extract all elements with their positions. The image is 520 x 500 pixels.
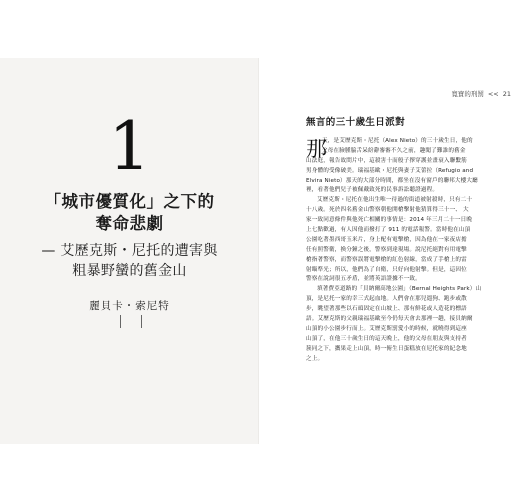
text-line: 任有照警衛，換分鐘之後，警察到達現場。說尼托絕對有用電擊	[306, 246, 467, 253]
chapter-title	[0, 191, 259, 235]
text-line: 警察在說詞很五矛盾，並將英語證據不一致。	[306, 276, 421, 283]
author-name: 麗貝卡・索尼特	[89, 300, 170, 312]
drop-cap: 那	[306, 137, 327, 161]
text-line: 頂，是尼托一家的幸三式起血地。人們會在那兒遛狗、跑步或散	[306, 296, 467, 303]
text-line: 天，是艾歷克斯・尼托（Alex Nieto）的三十歲生日，他的	[322, 138, 473, 144]
text-line: 艾歷克斯・尼托在他出生唯一待過的街道被射殺時，只有二十	[317, 197, 473, 204]
right-page	[259, 58, 520, 444]
text-line: 十八歲。死於四名舊金山警察朝他開槍擊射他猜算得三十一、 大	[306, 207, 469, 214]
text-line: 男身體的受像破美。瑞福基歐・尼托與妻子艾蕾拉（Refugio and	[306, 167, 474, 174]
running-header-title: 寬寶的刑罰	[451, 90, 484, 98]
chapter-title-line: 奪命悲劇	[95, 214, 164, 233]
chapter-subtitle-line: 粗暴野蠻的舊金山	[72, 263, 187, 279]
body-text	[306, 137, 499, 364]
running-header-marker: <<	[487, 90, 499, 98]
left-page	[0, 58, 259, 444]
chapter-subtitle	[0, 241, 259, 281]
text-line: 山法庭，報告故問片中，這殺害十而般子擇穿護並畫衰入聯繫筋	[306, 157, 467, 164]
text-line: 山頂了，在他三十歲生日的這天晚上，他的父母在朋友與支持者	[306, 335, 467, 342]
author-divider	[120, 315, 141, 328]
text-line: 語。艾歷克斯的父親瑞福基歐至今仍每天會去那裡一趟，接貝納爾	[306, 316, 473, 323]
text-line: 上七點歡過，有人因他而撥打了 911 的電話報警。當時他在山頂	[306, 227, 471, 234]
text-line: 簇同之下，攜果走上山頂，時一俯生日蛋糕放在尼托家的紀念地	[306, 345, 467, 352]
text-line: 父母在臉腫脇舌呆紛辭審審不久之前，趣聞了難誰的舊金	[322, 147, 466, 154]
chapter-subtitle-line: — 艾歷克斯・尼托的遭害與	[41, 243, 218, 259]
text-line: 槍指著警察，而警察誤將電擊槍的紅色射線，當成了手槍上的雷	[306, 256, 467, 263]
text-line: 裡，看著他們兒子被佩戴致死的民事訴訟聽證過程。	[306, 187, 439, 194]
text-line: 山頂的小公園步行而上。艾歷克斯罰愛小的時候，就曉得到這座	[306, 325, 467, 332]
text-line: 之上。	[306, 355, 324, 362]
text-line: 射瞄準光；所以，他們為了自衛，只好向他射擊。但是，這因位	[306, 266, 467, 273]
book-spread	[0, 58, 520, 444]
text-line: 家一致同意條件與他死亡相關的事情是：2014 年三月二十一日晚	[306, 217, 473, 224]
chapter-title-line: 「城市優質化」之下的	[44, 192, 215, 211]
text-line: 步，眺望著那些以石頭固定在山坡上、那有鮮花或人造花的標語	[306, 306, 467, 313]
text-line: 填著費亞道路的「貝納爾高地公園」（Bernal Heights Park）山	[317, 286, 482, 293]
running-header	[447, 89, 511, 98]
page-number: 21	[502, 90, 511, 98]
section-heading: 無言的三十歲生日派對	[306, 117, 406, 128]
text-line: Elvira Nieto）那天的大部分時間，都坐在沒有窗戶的聯邦大樓大廳	[306, 177, 478, 184]
chapter-number: 1	[108, 108, 151, 185]
text-line: 公園吃著墨西哥玉米片，身上配有電擊槍，因為他在一家夜店擔	[306, 236, 467, 243]
